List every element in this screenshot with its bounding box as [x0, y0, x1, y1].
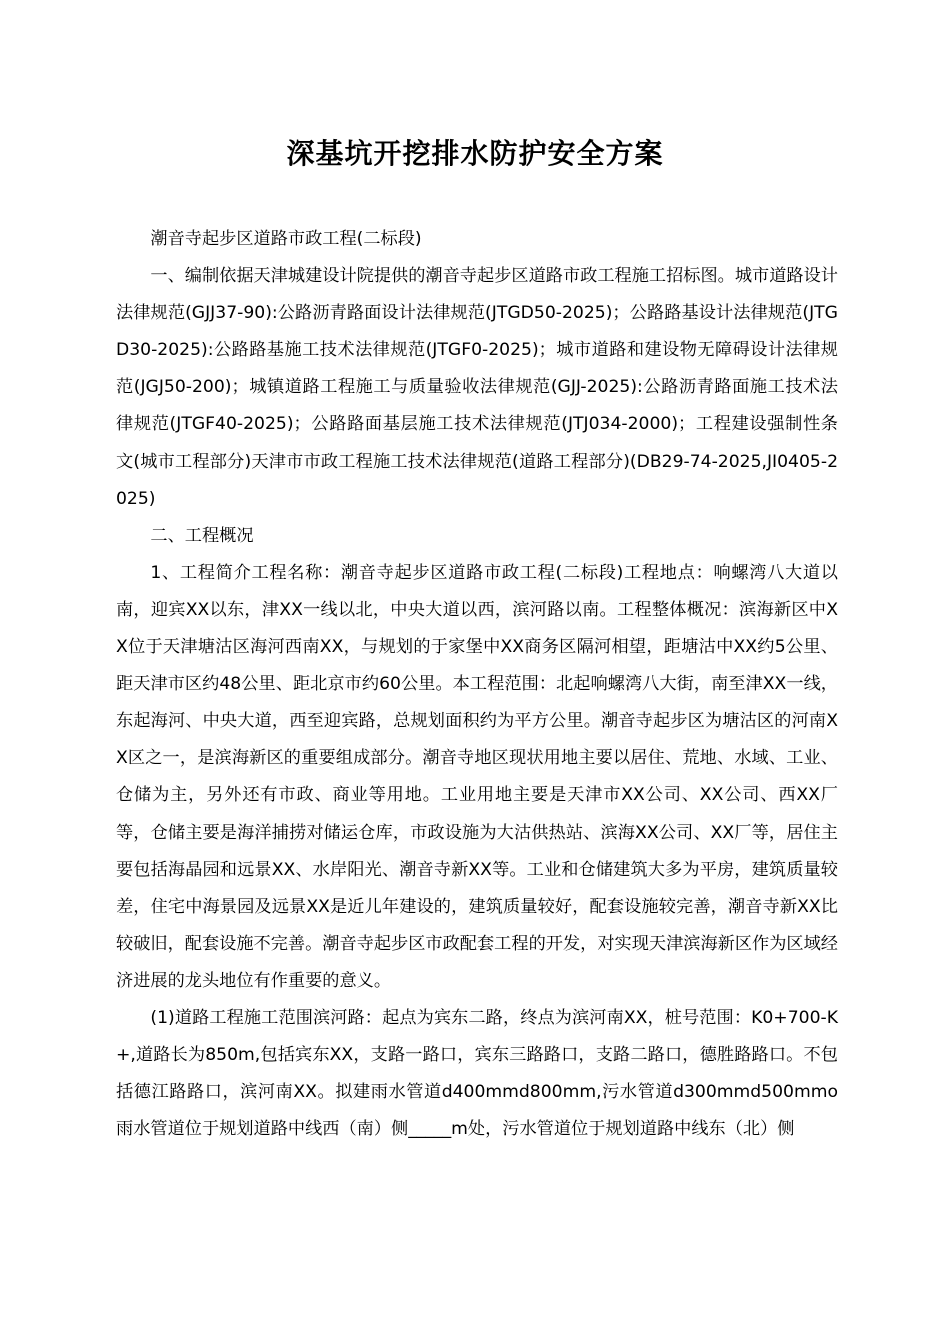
road-scope-paragraph: (1)道路工程施工范围滨河路：起点为宾东二路，终点为滨河南XX，桩号范围：K0+700-K+,道路长为850m,包括宾东XX，支路一路口，宾东三路路口，支路二路口，德胜路路口。不包括德江路路口，滨河南XX。拟建雨水管道d400mmd800mm,污水管道d300mmd500mmo雨水管道位于规划道路中线西（南）侧_____m处，污水管道位于规划道路中线东（北）侧: [116, 1007, 838, 1140]
project-name-paragraph: 潮音寺起步区道路市政工程(二标段): [150, 229, 422, 249]
basis-paragraph: 一、编制依据天津城建设计院提供的潮音寺起步区道路市政工程施工招标图。城市道路设计法律规范(GJJ37-90):公路沥青路面设计法律规范(JTGD50-2025)；公路路基设计法律规范(JTGD30-2025):公路路基施工技术法律规范(JTGF0-2025)；城市道路和建设物无障碍设计法律规范(JGJ50-200)；城镇道路工程施工与质量验收法律规范(GJJ-2025):公路沥青路面施工技术法律规范(JTGF40-2025)；公路路面基层施工技术法律规范(JTJ034-2000)；工程建设强制性条文(城市工程部分)天津市市政工程施工技术法律规范(道路工程部分)(DB29-74-2025,JI0405-2025): [116, 266, 838, 509]
project-intro-paragraph: 1、工程简介工程名称：潮音寺起步区道路市政工程(二标段)工程地点：响螺湾八大道以南，迎宾XX以东，津XX一线以北，中央大道以西，滨河路以南。工程整体概况：滨海新区中XX位于天津塘沽区海河西南XX，与规划的于家堡中XX商务区隔河相望，距塘沽中XX约5公里、距天津市区约48公里、距北京市约60公里。本工程范围：北起响螺湾八大街，南至津XX一线，东起海河、中央大道，西至迎宾路，总规划面积约为平方公里。潮音寺起步区为塘沽区的河南XX区之一，是滨海新区的重要组成部分。潮音寺地区现状用地主要以居住、荒地、水域、工业、仓储为主，另外还有市政、商业等用地。工业用地主要是天津市XX公司、XX公司、西XX厂等，仓储主要是海洋捕捞对储运仓库，市政设施为大沽供热站、滨海XX公司、XX厂等，居住主要包括海晶园和远景XX、水岸阳光、潮音寺新XX等。工业和仓储建筑大多为平房，建筑质量较差，住宅中海景园及远景XX是近儿年建设的，建筑质量较好，配套设施较完善，潮音寺新XX比较破旧，配套设施不完善。潮音寺起步区市政配套工程的开发，对实现天津滨海新区作为区域经济进展的龙头地位有作重要的意义。: [116, 562, 838, 991]
document-body: [116, 221, 838, 1148]
document-title: 深基坑开挖排水防护安全方案: [286, 137, 664, 170]
overview-heading: 二、工程概况: [150, 525, 254, 546]
